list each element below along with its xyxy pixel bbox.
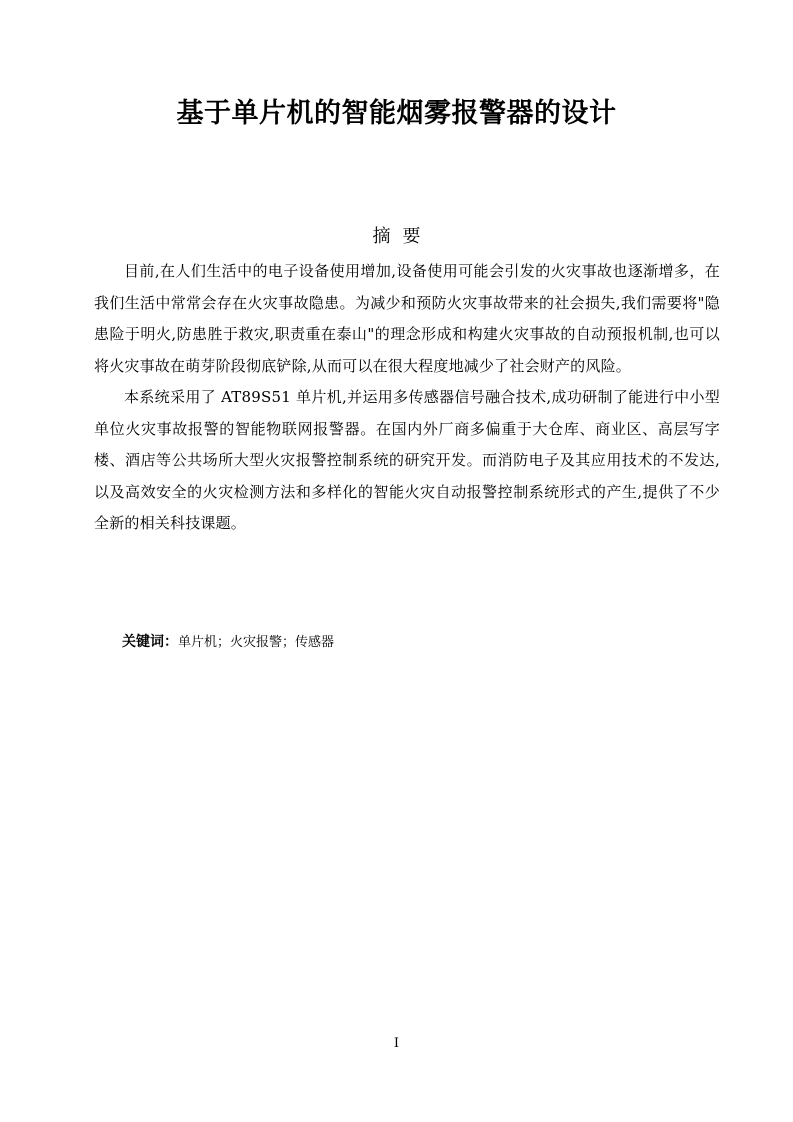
keywords-label: 关键词： (122, 634, 178, 650)
keywords-line (122, 630, 334, 655)
abstract-paragraph-2: 本系统采用了 AT89S51 单片机,并运用多传感器信号融合技术,成功研制了能进行中小型单位火灾事故报警的智能物联网报警器。在国内外厂商多偏重于大仓库、商业区、高层写字楼、酒店等公共场所大型火灾报警控制系统的研究开发。而消防电子及其应用技术的不发达,以及高效安全的火灾检测方法和多样化的智能火灾自动报警控制系统形式的产生,提供了不少全新的相关科技课题。 (94, 388, 720, 532)
abstract-heading: 摘要 (372, 226, 433, 247)
abstract-paragraph-1: 目前,在人们生活中的电子设备使用增加,设备使用可能会引发的火灾事故也逐渐增多，在我们生活中常常会存在火灾事故隐患。为减少和预防火灾事故带来的社会损失,我们需要将"隐患险于明火,防患胜于救灾,职责重在泰山"的理念形成和构建火灾事故的自动预报机制,也可以将火灾事故在萌芽阶段彻底铲除,从而可以在很大程度地减少了社会财产的风险。 (94, 262, 720, 375)
page-number: I (393, 1036, 400, 1051)
document-title: 基于单片机的智能烟雾报警器的设计 (176, 98, 617, 129)
abstract-body (94, 256, 720, 540)
keywords-value: 单片机；火灾报警；传感器 (178, 635, 335, 650)
